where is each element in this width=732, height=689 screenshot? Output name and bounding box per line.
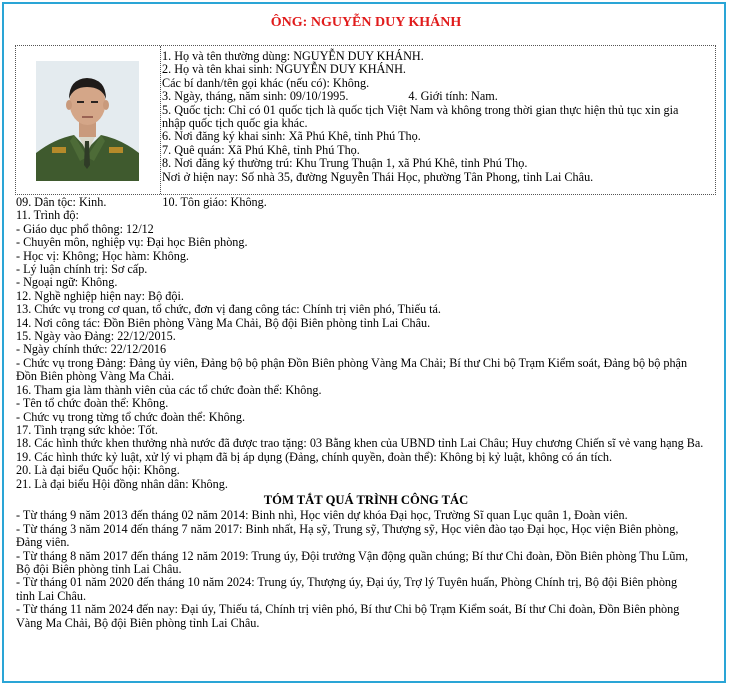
occupation: 12. Nghề nghiệp hiện nay: Bộ đội.: [16, 288, 184, 303]
specialization: - Chuyên môn, nghiệp vụ: Đại học Biên phòng.: [16, 235, 248, 250]
organization-name: - Tên tổ chức đoàn thể: Không.: [16, 396, 169, 411]
organizations: 16. Tham gia làm thành viên của các tổ chức đoàn thể: Không.: [16, 382, 322, 397]
career-item-4: - Từ tháng 01 năm 2020 đến tháng 10 năm 2024: Trung úy, Thượng úy, Đại úy, Trợ lý Tuyên huấn, Phòng Chính trị, Bộ đội Biên phòng: [16, 575, 678, 590]
national-assembly: 20. Là đại biểu Quốc hội: Không.: [16, 463, 180, 478]
page-title: ÔNG: NGUYỄN DUY KHÁNH: [270, 15, 462, 30]
info-line-2: 2. Họ và tên khai sinh: NGUYỄN DUY KHÁNH.: [162, 62, 406, 77]
career-item-5: - Từ tháng 11 năm 2024 đến nay: Đại úy, Thiếu tá, Chính trị viên phó, Bí thư Chi bộ Trạm Kiểm soát, Bí thư Chi đoàn, Đồn Biên phòng: [16, 602, 680, 617]
party-position: - Chức vụ trong Đảng: Đảng ủy viên, Đảng bộ bộ phận Đồn Biên phòng Vàng Ma Chải; Bí thư Chi bộ Trạm Kiểm soát, Đảng bộ bộ phận: [16, 355, 688, 370]
info-line-1: 1. Họ và tên thường dùng: NGUYỄN DUY KHÁNH.: [162, 49, 424, 63]
info-line-5: 5. Quốc tịch: Chỉ có 01 quốc tịch là quốc tịch Việt Nam và không trong thời gian thực hiện thủ tục xin gia: [162, 102, 679, 117]
info-line-8: 8. Nơi đăng ký thường trú: Khu Trung Thuận 1, xã Phú Khê, tỉnh Phú Thọ.: [162, 156, 528, 171]
workplace: 14. Nơi công tác: Đồn Biên phòng Vàng Ma Chải, Bộ đội Biên phòng tỉnh Lai Châu.: [16, 315, 431, 330]
career-item-3: - Từ tháng 8 năm 2017 đến tháng 12 năm 2019: Trung úy, Đội trưởng Vận động quần chúng; Bí thư Chi đoàn, Đồn Biên phòng Thu Lũm,: [16, 548, 689, 563]
education-heading: 11. Trình độ:: [16, 208, 79, 223]
awards: 18. Các hình thức khen thưởng nhà nước đã được trao tặng: 03 Bằng khen của UBND tỉnh Lai Châu; Huy chương Chiến sĩ vẻ vang hạng Ba.: [16, 436, 704, 451]
career-item-4-cont: tỉnh Lai Châu.: [16, 588, 87, 603]
info-line-7: 7. Quê quán: Xã Phú Khê, tỉnh Phú Thọ.: [162, 142, 360, 157]
political-theory: - Lý luận chính trị: Sơ cấp.: [16, 262, 148, 277]
organization-role: - Chức vụ trong từng tổ chức đoàn thể: Không.: [16, 409, 245, 424]
career-item-3-cont: Bộ đội Biên phòng tỉnh Lai Châu.: [16, 561, 182, 576]
party-position-cont: Đồn Biên phòng Vàng Ma Chải.: [16, 369, 175, 384]
party-join-date: 15. Ngày vào Đảng: 22/12/2015.: [16, 329, 176, 344]
career-item-5-cont: Vàng Ma Chải, Bộ đội Biên phòng tỉnh Lai Châu.: [16, 615, 260, 630]
info-line-6: 6. Nơi đăng ký khai sinh: Xã Phú Khê, tỉnh Phú Thọ.: [162, 129, 421, 144]
personal-info: [162, 50, 717, 184]
profile-body: [16, 196, 716, 630]
health-status: 17. Tình trạng sức khỏe: Tốt.: [16, 422, 158, 437]
gender: 4. Giới tính: Nam.: [408, 89, 498, 104]
general-education: - Giáo dục phổ thông: 12/12: [16, 221, 154, 236]
portrait-photo: [36, 61, 139, 181]
foreign-language: - Ngoại ngữ: Không.: [16, 275, 118, 290]
ethnicity: 09. Dân tộc: Kinh.: [16, 195, 107, 209]
career-section-title: TÓM TẮT QUÁ TRÌNH CÔNG TÁC: [263, 492, 469, 507]
academic-degree: - Học vị: Không; Học hàm: Không.: [16, 248, 189, 263]
position: 13. Chức vụ trong cơ quan, tổ chức, đơn vị đang công tác: Chính trị viên phó, Thiếu tá.: [16, 302, 441, 317]
info-line-5-cont: nhập quốc tịch quốc gia khác.: [162, 116, 308, 131]
discipline: 19. Các hình thức kỷ luật, xử lý vi phạm đã bị áp dụng (Đảng, chính quyền, đoàn thể): Không bị kỷ luật, không có án tích.: [16, 449, 613, 464]
info-line-3-4: [162, 90, 717, 103]
career-item-2: - Từ tháng 3 năm 2014 đến tháng 7 năm 2017: Binh nhất, Hạ sỹ, Trung sỹ, Thượng sỹ, Học viên đào tạo Đại học, Học viện Biên phòng,: [16, 521, 679, 536]
photo-cell: [16, 46, 161, 194]
info-line-residence: Nơi ở hiện nay: Số nhà 35, đường Nguyễn Thái Học, phường Tân Phong, tỉnh Lai Châu.: [162, 169, 594, 184]
info-line-alias: Các bí danh/tên gọi khác (nếu có): Không.: [162, 75, 370, 90]
career-item-1: - Từ tháng 9 năm 2013 đến tháng 02 năm 2014: Binh nhì, Học viên dự khóa Đại học, Trường Sĩ quan Lục quân 1, Đoàn viên.: [16, 508, 628, 523]
career-item-2-cont: Đảng viên.: [16, 535, 70, 550]
birth-date: 3. Ngày, tháng, năm sinh: 09/10/1995.: [162, 89, 349, 104]
party-official-date: - Ngày chính thức: 22/12/2016: [16, 342, 167, 357]
religion: 10. Tôn giáo: Không.: [162, 195, 267, 209]
ethnicity-religion-line: [16, 196, 716, 209]
peoples-council: 21. Là đại biểu Hội đồng nhân dân: Không.: [16, 476, 228, 491]
